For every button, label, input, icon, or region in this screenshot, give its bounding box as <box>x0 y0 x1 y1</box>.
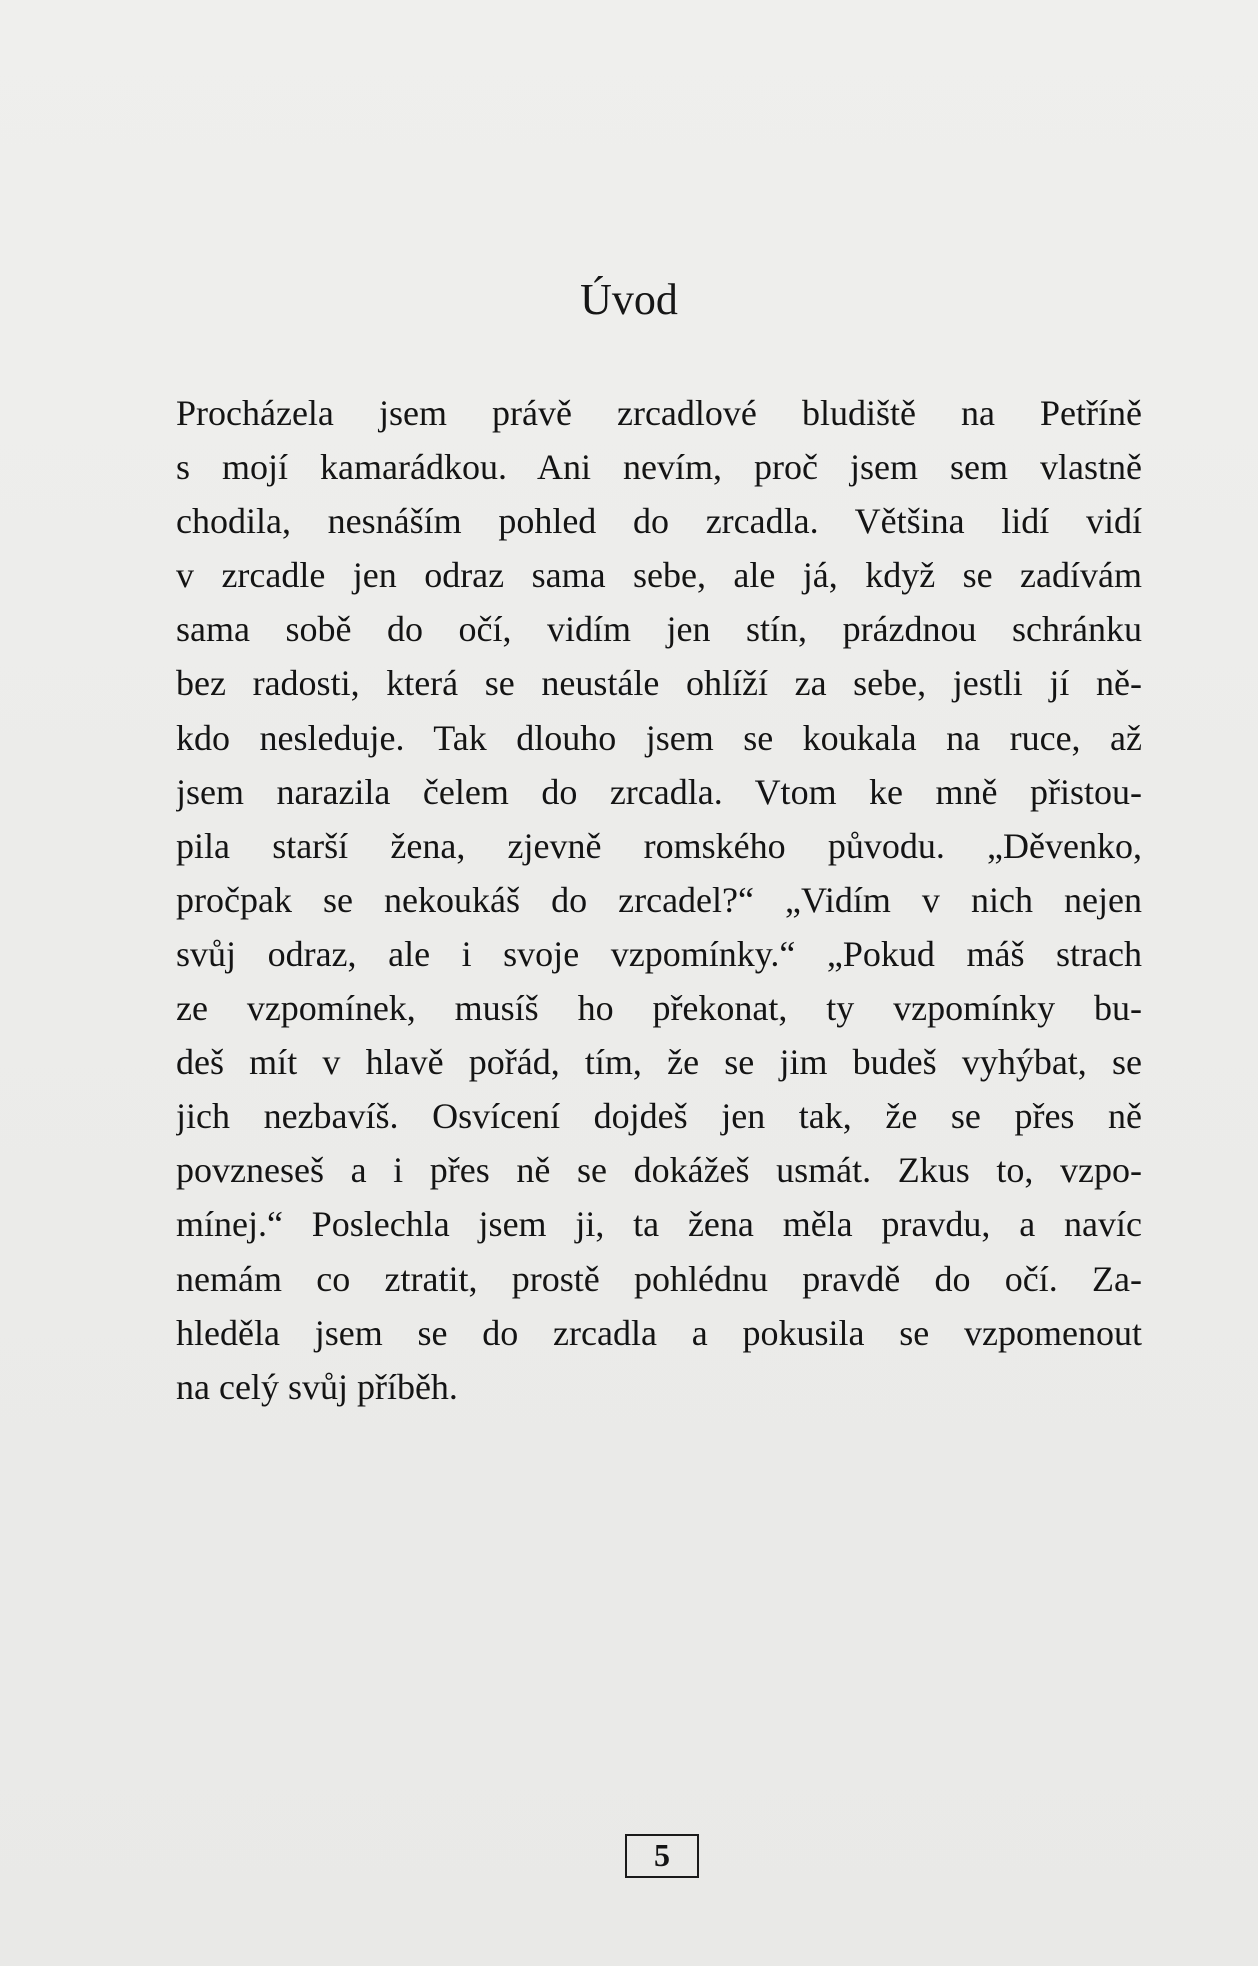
text-line: sama sobě do očí, vidím jen stín, prázdnou schránku <box>176 609 1142 650</box>
text-line: pila starší žena, zjevně romského původu. „Děvenko, <box>176 825 1142 866</box>
page-number: 5 <box>625 1834 699 1878</box>
text-line: s mojí kamarádkou. Ani nevím, proč jsem sem vlastně <box>176 447 1142 488</box>
chapter-title: Úvod <box>580 275 678 324</box>
text-line: na celý svůj příběh. <box>176 1366 458 1407</box>
text-line: jsem narazila čelem do zrcadla. Vtom ke mně přistou- <box>176 771 1142 812</box>
text-line: bez radosti, která se neustále ohlíží za sebe, jestli jí ně- <box>176 663 1142 704</box>
text-line: svůj odraz, ale i svoje vzpomínky.“ „Pokud máš strach <box>176 933 1142 974</box>
text-line: kdo nesleduje. Tak dlouho jsem se koukala na ruce, až <box>176 717 1142 758</box>
text-line: mínej.“ Poslechla jsem ji, ta žena měla pravdu, a navíc <box>176 1204 1142 1245</box>
text-line: chodila, nesnáším pohled do zrcadla. Většina lidí vidí <box>176 501 1142 542</box>
text-line: hleděla jsem se do zrcadla a pokusila se vzpomenout <box>176 1312 1142 1353</box>
text-line: povzneseš a i přes ně se dokážeš usmát. Zkus to, vzpo- <box>176 1150 1142 1191</box>
text-line: pročpak se nekoukáš do zrcadel?“ „Vidím v nich nejen <box>176 879 1142 920</box>
text-line: v zrcadle jen odraz sama sebe, ale já, když se zadívám <box>176 555 1142 596</box>
text-line: nemám co ztratit, prostě pohlédnu pravdě do očí. Za- <box>176 1258 1142 1299</box>
text-line: deš mít v hlavě pořád, tím, že se jim budeš vyhýbat, se <box>176 1042 1142 1083</box>
text-line: Procházela jsem právě zrcadlové bludiště na Petříně <box>176 393 1142 433</box>
body-paragraph <box>176 386 1142 1414</box>
text-line: ze vzpomínek, musíš ho překonat, ty vzpomínky bu- <box>176 988 1142 1029</box>
text-line: jich nezbavíš. Osvícení dojdeš jen tak, že se přes ně <box>176 1096 1142 1137</box>
